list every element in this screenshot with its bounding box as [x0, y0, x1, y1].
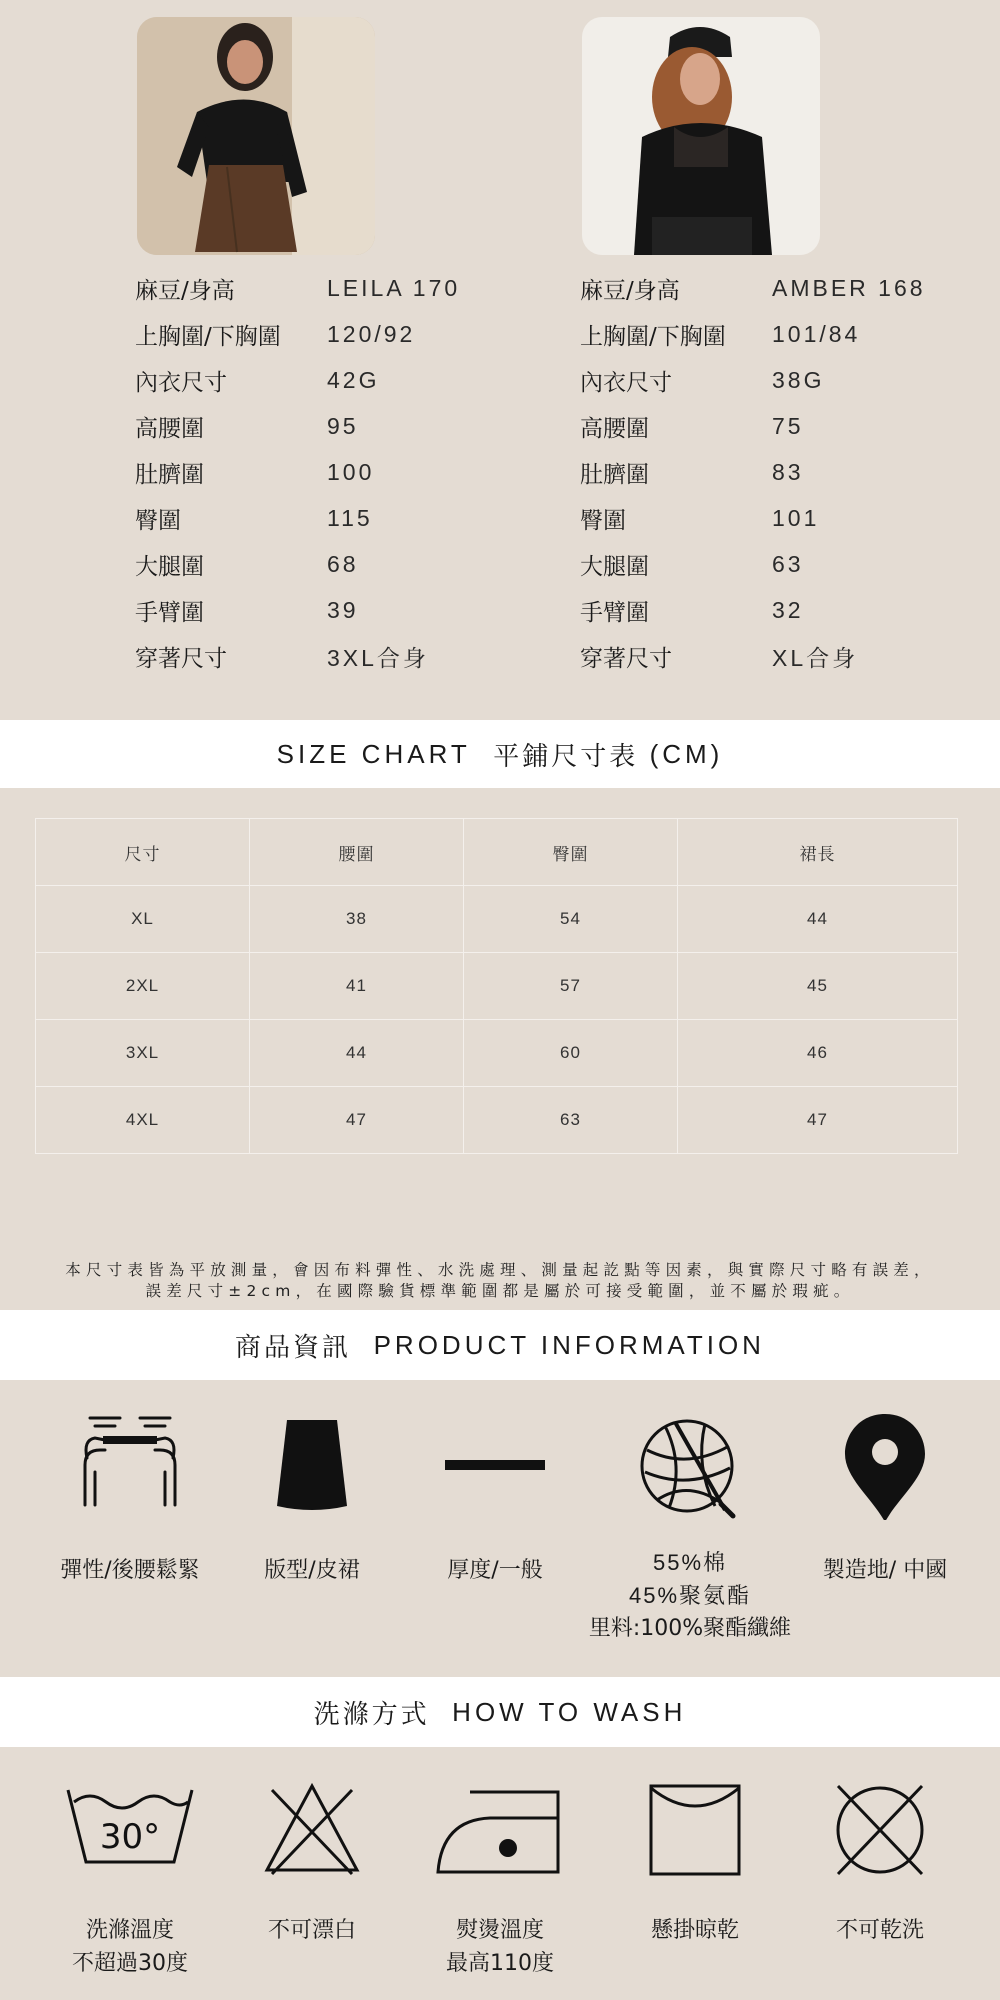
measure-label: 麻豆/身高: [580, 277, 680, 304]
wash-label: 熨燙溫度: [455, 1918, 544, 1943]
measure-row: [580, 541, 926, 587]
no-dry-clean-icon: [810, 1780, 950, 1880]
table-cell: 47: [678, 1087, 958, 1154]
measure-label: 內衣尺寸: [580, 369, 672, 396]
yarn-icon: [625, 1410, 755, 1520]
wash-temperature-label: 30°: [99, 1817, 161, 1857]
disclaimer-line: 本尺寸表皆為平放測量，會因布料彈性、水洗處理、測量起訖點等因素，與實際尺寸略有誤差，: [65, 1261, 935, 1279]
column-header: 臀圍: [464, 819, 678, 886]
table-row: [36, 953, 958, 1020]
measure-label: 上胸圍/下胸圍: [135, 323, 281, 350]
measure-value: 63: [772, 550, 804, 577]
wash-label: 最高110度: [446, 1951, 554, 1976]
wash-item: [790, 1780, 970, 1947]
iron-icon: [430, 1780, 570, 1880]
measure-value: 38G: [772, 366, 825, 393]
measure-label: 大腿圍: [135, 553, 204, 580]
product-info-label: 厚度/一般: [447, 1558, 543, 1583]
location-pin-icon: [820, 1410, 950, 1520]
table-cell: 44: [678, 886, 958, 953]
measure-row: [135, 633, 460, 679]
model-table-leila: [135, 265, 460, 679]
measure-value: 101/84: [772, 320, 861, 347]
measure-row: [135, 403, 460, 449]
measure-label: 臀圍: [135, 507, 181, 534]
measure-row: [580, 587, 926, 633]
measure-row: [135, 265, 460, 311]
column-header: 尺寸: [36, 819, 250, 886]
table-cell: 63: [464, 1087, 678, 1154]
wash-item: [410, 1780, 590, 1980]
stretch-icon: [65, 1410, 195, 1520]
table-cell: XL: [36, 886, 250, 953]
table-cell: 57: [464, 953, 678, 1020]
wash-item: [605, 1780, 785, 1947]
product-info-item: [40, 1410, 220, 1587]
table-cell: 2XL: [36, 953, 250, 1020]
measure-label: 穿著尺寸: [135, 645, 227, 672]
size-chart-title-en: SIZE CHART: [276, 738, 471, 769]
measure-row: [135, 357, 460, 403]
table-row: [36, 1087, 958, 1154]
measure-row: [580, 633, 926, 679]
table-row: [36, 886, 958, 953]
wash-item: [222, 1780, 402, 1947]
column-header: 腰圍: [250, 819, 464, 886]
no-bleach-icon: [242, 1780, 382, 1880]
wash-label: 不可乾洗: [835, 1918, 924, 1943]
measure-label: 內衣尺寸: [135, 369, 227, 396]
disclaimer-line: 誤差尺寸±2cm，在國際驗貨標準範圍都是屬於可接受範圍，並不屬於瑕疵。: [145, 1282, 855, 1300]
measure-value: 83: [772, 458, 804, 485]
skirt-icon: [247, 1410, 377, 1520]
measure-value: 32: [772, 596, 804, 623]
measure-row: [135, 311, 460, 357]
hang-dry-icon: [625, 1780, 765, 1880]
measure-label: 穿著尺寸: [580, 645, 672, 672]
thickness-icon: [430, 1410, 560, 1520]
measure-row: [135, 449, 460, 495]
wash-item: [40, 1780, 220, 1980]
table-cell: 47: [250, 1087, 464, 1154]
measure-value: 68: [327, 550, 359, 577]
table-cell: 46: [678, 1020, 958, 1087]
size-chart-heading: [0, 720, 1000, 788]
measure-label: 高腰圍: [580, 415, 649, 442]
table-cell: 38: [250, 886, 464, 953]
measure-row: [135, 541, 460, 587]
table-cell: 3XL: [36, 1020, 250, 1087]
measure-row: [580, 265, 926, 311]
product-info-label: 45%聚氨酯: [628, 1583, 752, 1608]
measure-label: 手臂圍: [580, 599, 649, 626]
measure-label: 肚臍圍: [135, 461, 204, 488]
product-info-label: 彈性/後腰鬆緊: [60, 1558, 200, 1583]
measure-value: AMBER 168: [772, 274, 926, 301]
measure-label: 臀圍: [580, 507, 626, 534]
measure-value: 3XL合身: [327, 644, 429, 671]
measure-value: XL合身: [772, 644, 859, 671]
product-info-item: [795, 1410, 975, 1587]
measure-row: [135, 587, 460, 633]
table-cell: 45: [678, 953, 958, 1020]
column-header: 裙長: [678, 819, 958, 886]
product-info-label: 里料:100%聚酯纖維: [588, 1616, 792, 1641]
table-cell: 54: [464, 886, 678, 953]
measure-label: 上胸圍/下胸圍: [580, 323, 726, 350]
measure-value: 75: [772, 412, 804, 439]
measure-label: 麻豆/身高: [135, 277, 235, 304]
measure-value: 42G: [327, 366, 380, 393]
measure-row: [580, 449, 926, 495]
product-info-item: [222, 1410, 402, 1587]
wash-label: 不可漂白: [267, 1918, 356, 1943]
size-chart-title-zh: 平鋪尺寸表: [493, 741, 639, 772]
table-row: [36, 1020, 958, 1087]
measure-value: 120/92: [327, 320, 416, 347]
measure-row: [135, 495, 460, 541]
product-info-label: 版型/皮裙: [264, 1558, 360, 1583]
size-chart-unit: (CM): [649, 738, 724, 769]
model-photo-amber: [582, 17, 820, 255]
wash-heading: [0, 1677, 1000, 1747]
measure-row: [580, 311, 926, 357]
table-cell: 60: [464, 1020, 678, 1087]
measure-value: 39: [327, 596, 359, 623]
product-info-label: 製造地/ 中國: [822, 1558, 948, 1583]
wash-30-icon: [60, 1780, 200, 1880]
product-info-label: 55%棉: [652, 1550, 728, 1575]
wash-title-en: HOW TO WASH: [452, 1696, 687, 1727]
wash-label: 懸掛晾乾: [650, 1918, 739, 1943]
product-info-title-zh: 商品資訊: [235, 1332, 352, 1363]
model-table-amber: [580, 265, 926, 679]
product-info-item: [585, 1410, 795, 1645]
wash-label: 洗滌溫度: [85, 1918, 174, 1943]
model-photo-leila: [137, 17, 375, 255]
wash-label: 不超過30度: [72, 1951, 188, 1976]
measure-label: 手臂圍: [135, 599, 204, 626]
measure-label: 高腰圍: [135, 415, 204, 442]
measure-label: 肚臍圍: [580, 461, 649, 488]
product-info-item: [405, 1410, 585, 1587]
measure-value: 100: [327, 458, 375, 485]
size-chart-table: [35, 818, 958, 1154]
product-info-heading: [0, 1310, 1000, 1380]
table-cell: 41: [250, 953, 464, 1020]
product-info-title-en: PRODUCT INFORMATION: [373, 1329, 765, 1360]
table-header-row: [36, 819, 958, 886]
measure-label: 大腿圍: [580, 553, 649, 580]
measure-value: 101: [772, 504, 820, 531]
measure-row: [580, 357, 926, 403]
table-cell: 44: [250, 1020, 464, 1087]
wash-title-zh: 洗滌方式: [313, 1699, 430, 1730]
measure-value: 115: [327, 504, 373, 531]
measure-value: 95: [327, 412, 359, 439]
measure-row: [580, 403, 926, 449]
table-cell: 4XL: [36, 1087, 250, 1154]
measure-value: LEILA 170: [327, 274, 461, 301]
measure-row: [580, 495, 926, 541]
size-disclaimer: [0, 1260, 1000, 1302]
